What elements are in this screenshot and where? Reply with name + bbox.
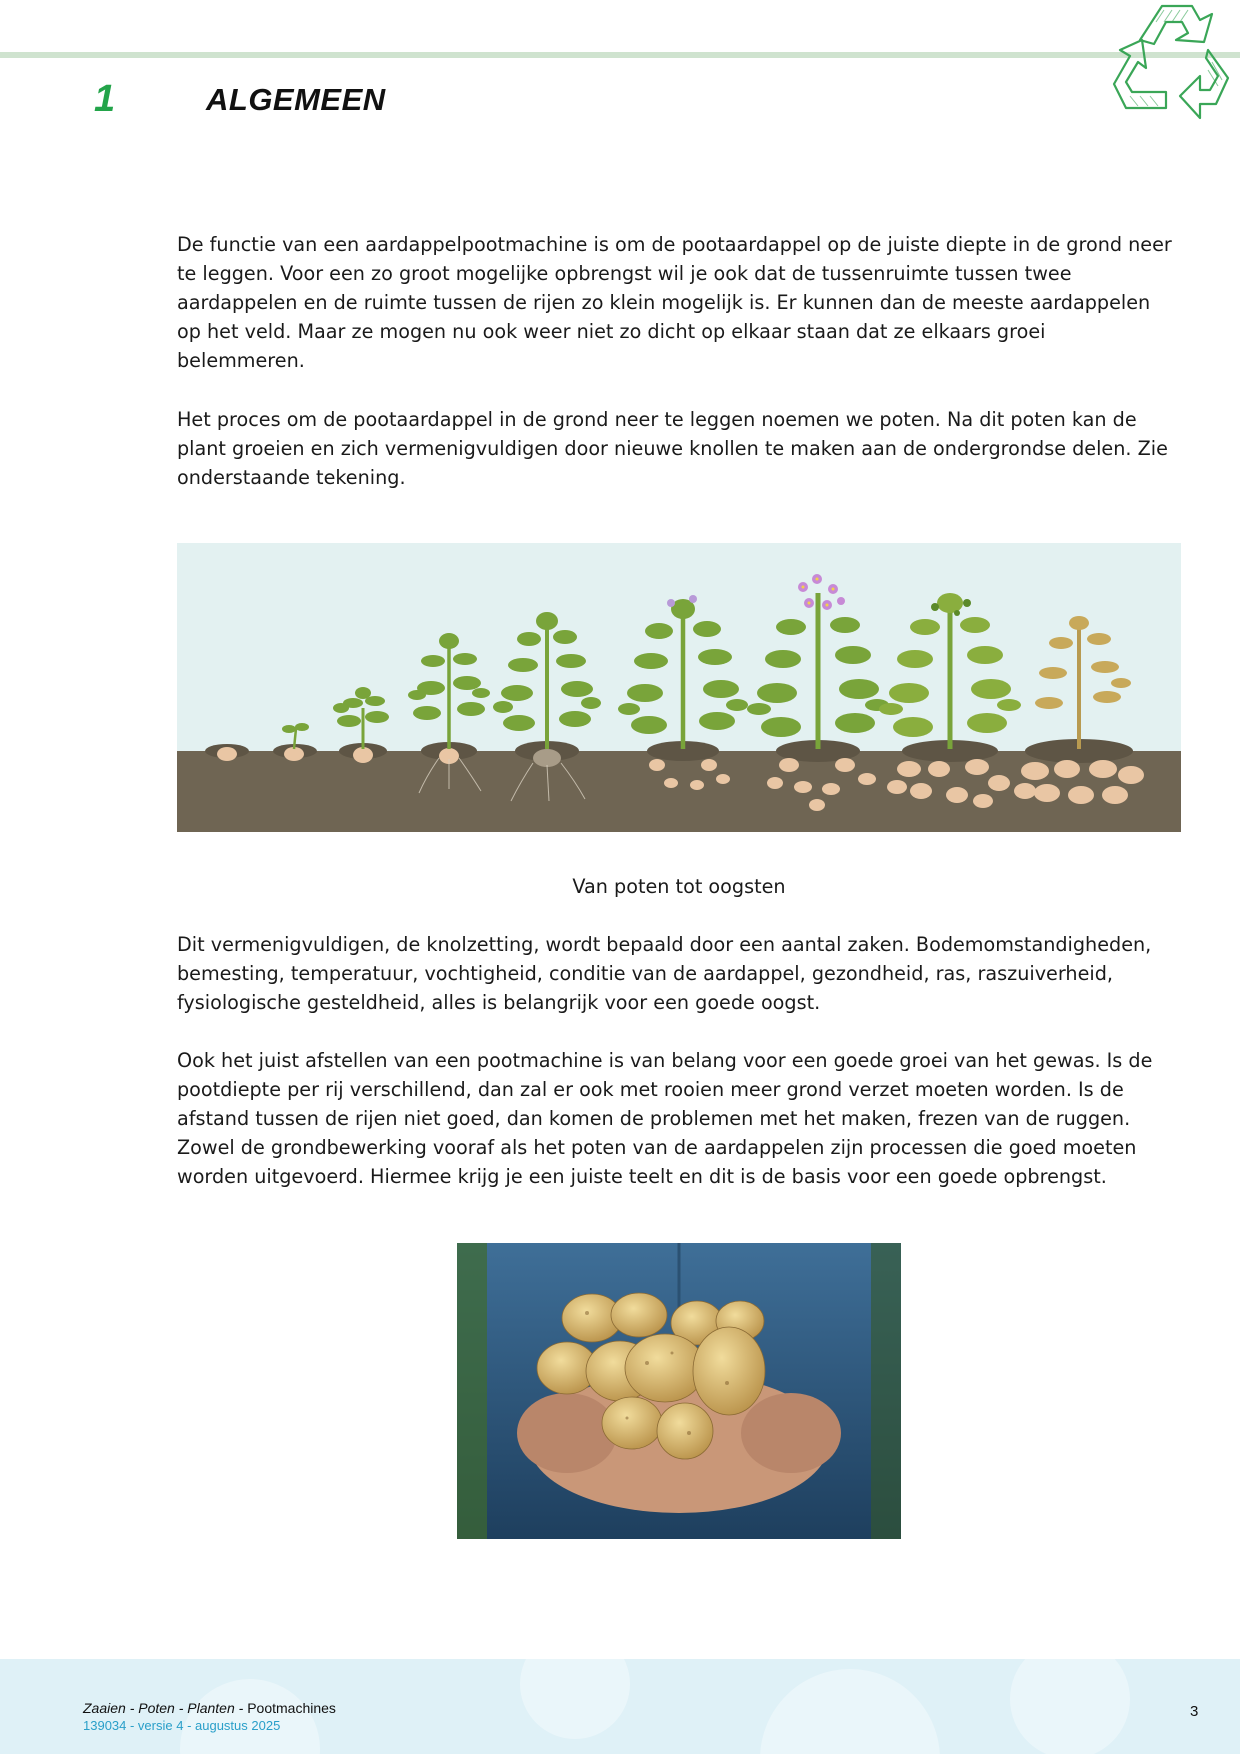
body-paragraph-3: Dit vermenigvuldigen, de knolzetting, wordt bepaald door een aantal zaken. Bodemomstandigheden, bemesting, temperatuur, vochtigheid, conditie van de aardappel, gezondheid, ras, raszuiverheid, fysiologische gesteldheid, alles is belangrijk voor een goede oogst. bbox=[177, 933, 1152, 1014]
header-rule bbox=[0, 52, 1240, 58]
recycle-icon bbox=[1100, 0, 1240, 120]
body-paragraph-1: De functie van een aardappelpootmachine is om de pootaardappel op de juiste diepte in de grond neer te leggen. Voor een zo groot mogelijke opbrengst wil je ook dat de tussenruimte tussen twee aardappelen en de ruimte tussen de rijen zo klein mogelijk is. Er kunnen dan de meeste aardappelen op het veld. Maar ze mogen nu ook weer niet zo dicht op elkaar staan dat ze elkaars groei belemmeren. bbox=[177, 233, 1172, 372]
page-number: 3 bbox=[1190, 1703, 1199, 1720]
body-paragraph-2: Het proces om de pootaardappel in de grond neer te leggen noemen we poten. Na dit poten kan de plant groeien en zich vermenigvuldigen door nieuwe knollen te maken aan de ondergrondse delen. Zie onderstaande tekening. bbox=[177, 408, 1168, 489]
chapter-title: ALGEMEEN bbox=[206, 82, 386, 117]
footer-title-regular: Pootmachines bbox=[247, 1700, 336, 1716]
footer-title-italic: Zaaien - Poten - Planten - bbox=[83, 1700, 248, 1716]
potato-growth-illustration bbox=[177, 543, 1181, 832]
footer-title bbox=[83, 1700, 336, 1716]
footer-version: 139034 - versie 4 - augustus 2025 bbox=[83, 1718, 281, 1733]
figure-caption: Van poten tot oogsten bbox=[572, 875, 786, 898]
chapter-number: 1 bbox=[94, 78, 116, 120]
potatoes-in-hands-photo bbox=[457, 1243, 901, 1539]
body-paragraph-4: Ook het juist afstellen van een pootmachine is van belang voor een goede groei van het gewas. Is de pootdiepte per rij verschillend, dan zal er ook met rooien meer grond verzet moeten worden. Is de afstand tussen de rijen niet goed, dan komen de problemen met het maken, frezen van de ruggen. Zowel de grondbewerking vooraf als het poten van de aardappelen zijn processen die goed moeten worden uitgevoerd. Hiermee krijg je een juiste teelt en dit is de basis voor een goede opbrengst. bbox=[177, 1049, 1153, 1188]
